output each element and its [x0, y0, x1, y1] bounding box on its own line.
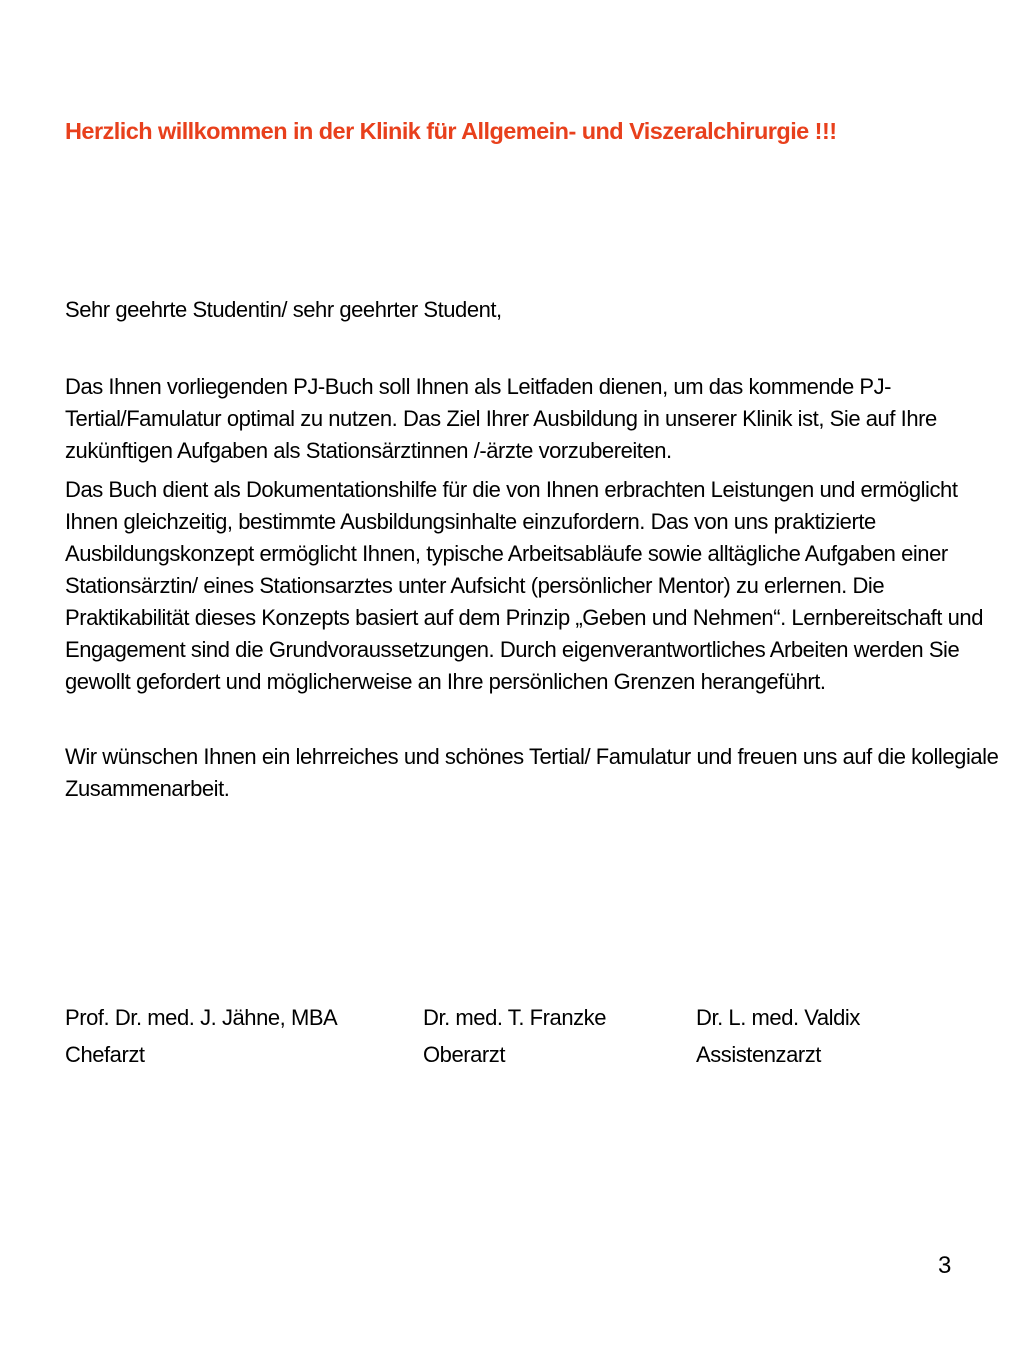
salutation: Sehr geehrte Studentin/ sehr geehrter Student, [65, 297, 502, 322]
signature-block [65, 1002, 1005, 1082]
signature-name: Dr. med. T. Franzke [423, 1005, 606, 1030]
paragraph-concept: Das Buch dient als Dokumentationshilfe für die von Ihnen erbrachten Leistungen und ermöglicht Ihnen gleichzeitig, bestimmte Ausbildungsinhalte einzufordern. Das von uns praktizierte Ausbildungskonzept ermöglicht Ihnen, typische Arbeitsabläufe sowie alltägliche Aufgaben einer Stationsärztin/ eines Stationsarztes unter Aufsicht (persönlicher Mentor) zu erlernen. Die Praktikabilität dieses Konzepts basiert auf dem Prinzip „Geben und Nehmen“. Lernbereitschaft und Engagement sind die Grundvoraussetzungen. Durch eigenverantwortliches Arbeiten werden Sie gewollt gefordert und möglicherweise an Ihre persönlichen Grenzen herangeführt. [65, 477, 983, 694]
paragraph-closing: Wir wünschen Ihnen ein lehrreiches und schönes Tertial/ Famulatur und freuen uns auf die kollegiale Zusammenarbeit. [65, 744, 999, 801]
paragraph-intro: Das Ihnen vorliegenden PJ-Buch soll Ihnen als Leitfaden dienen, um das kommende PJ-Tertial/Famulatur optimal zu nutzen. Das Ziel Ihrer Ausbildung in unserer Klinik ist, Sie auf Ihre zukünftigen Aufgaben als Stationsärztinnen /-ärzte vorzubereiten. [65, 374, 937, 463]
page-number: 3 [938, 1252, 952, 1279]
signature-chief-physician [65, 1002, 337, 1071]
signature-senior-physician [423, 1002, 606, 1071]
signature-role: Assistenzarzt [696, 1042, 821, 1067]
page-heading: Herzlich willkommen in der Klinik für Allgemein- und Viszeralchirurgie !!! [65, 118, 837, 144]
signature-name: Dr. L. med. Valdix [696, 1005, 860, 1030]
signature-role: Oberarzt [423, 1042, 505, 1067]
signature-assistant-physician [696, 1002, 860, 1071]
signature-name: Prof. Dr. med. J. Jähne, MBA [65, 1005, 338, 1030]
signature-role: Chefarzt [65, 1042, 145, 1067]
